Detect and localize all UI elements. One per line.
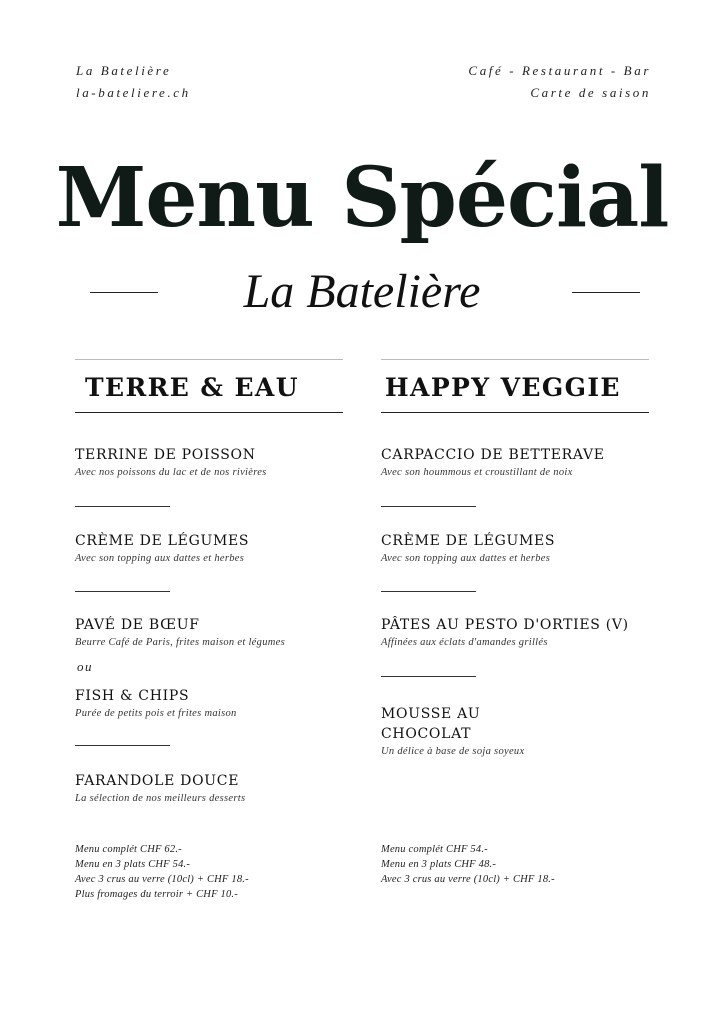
page-subtitle: La Batelière xyxy=(243,265,481,318)
price-line: Menu en 3 plats CHF 48.- xyxy=(381,859,497,870)
column-heading: TERRE & EAU xyxy=(85,373,299,402)
item-description: Purée de petits pois et frites maison xyxy=(75,708,237,719)
price-line: Avec 3 crus au verre (10cl) + CHF 18.- xyxy=(75,874,249,885)
menu-item xyxy=(381,531,649,566)
item-description: Un délice à base de soja soyeux xyxy=(381,746,525,757)
item-name: PAVÉ DE BŒUF xyxy=(75,617,200,633)
subtitle-row xyxy=(0,262,724,322)
menu-item xyxy=(381,615,649,650)
item-separator xyxy=(75,506,170,507)
menu-item xyxy=(381,704,649,759)
header-left xyxy=(76,60,191,104)
price-list xyxy=(381,842,649,887)
item-name: TERRINE DE POISSON xyxy=(75,447,256,463)
column-terre-eau xyxy=(75,359,343,900)
item-name: MOUSSE AU CHOCOLAT xyxy=(381,706,481,742)
menu-item xyxy=(75,531,343,566)
page-title: Menu Spécial xyxy=(55,150,669,246)
item-separator xyxy=(75,745,170,746)
restaurant-name: La Batelière xyxy=(76,63,172,78)
header-right xyxy=(468,60,651,104)
item-name: FISH & CHIPS xyxy=(75,688,190,704)
item-description: Avec son hoummous et croustillant de noix xyxy=(381,467,573,478)
price-line: Plus fromages du terroir + CHF 10.- xyxy=(75,889,238,900)
menu-item xyxy=(381,445,649,480)
item-name: CRÈME DE LÉGUMES xyxy=(75,533,250,549)
price-line: Menu complét CHF 54.- xyxy=(381,844,488,855)
menu-item xyxy=(75,445,343,480)
item-name: CRÈME DE LÉGUMES xyxy=(381,533,556,549)
menu-item xyxy=(75,615,343,650)
or-label: ou xyxy=(77,659,93,674)
column-rule-bottom xyxy=(75,412,343,413)
item-name: PÂTES AU PESTO D'ORTIES (V) xyxy=(381,617,629,633)
item-name: CARPACCIO DE BETTERAVE xyxy=(381,447,605,463)
price-list xyxy=(75,842,343,902)
item-description: Avec son topping aux dattes et herbes xyxy=(75,553,245,564)
item-separator xyxy=(75,591,170,592)
venue-type: Café - Restaurant - Bar xyxy=(468,63,651,78)
item-separator xyxy=(381,676,476,677)
item-description: Avec son topping aux dattes et herbes xyxy=(381,553,551,564)
column-rule-bottom xyxy=(381,412,649,413)
column-heading: HAPPY VEGGIE xyxy=(385,373,621,402)
item-description: Avec nos poissons du lac et de nos rivières xyxy=(75,467,267,478)
item-description: Affinées aux éclats d'amandes grillés xyxy=(381,637,548,648)
item-description: La sélection de nos meilleurs desserts xyxy=(75,793,246,804)
item-description: Beurre Café de Paris, frites maison et légumes xyxy=(75,637,285,648)
menu-type: Carte de saison xyxy=(530,85,651,100)
website: la-bateliere.ch xyxy=(76,85,191,100)
item-separator xyxy=(381,506,476,507)
column-happy-veggie xyxy=(381,359,649,885)
menu-item xyxy=(75,771,343,806)
item-separator xyxy=(381,591,476,592)
divider-right xyxy=(572,292,640,293)
price-line: Menu complét CHF 62.- xyxy=(75,844,182,855)
price-line: Avec 3 crus au verre (10cl) + CHF 18.- xyxy=(381,874,555,885)
menu-item xyxy=(75,686,343,721)
item-name: FARANDOLE DOUCE xyxy=(75,773,240,789)
price-line: Menu en 3 plats CHF 54.- xyxy=(75,859,191,870)
